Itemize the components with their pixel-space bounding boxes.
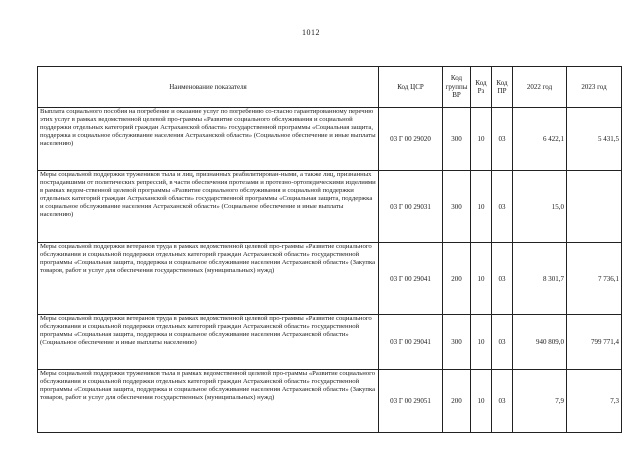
row-2023-value: 7,3 bbox=[567, 370, 622, 433]
row-name: Меры социальной поддержки тружеников тыла и лиц, признанных реабилитирован-ными, а также лиц, признанных пострадавшими от политических репрессий, в части обеспечения протезами и протезно-ортопедическими изделиями в рамках ведом-ственной целевой программы «Развитие социального обслуживания и социальной поддержки отдельных категорий граждан Астраханской области» государственной программы «Социальная защита, поддержка и социальное обслуживание населения Астраханской области» (Социальное обеспечение и иные выплаты населению) bbox=[38, 171, 379, 243]
row-pr-code: 03 bbox=[492, 108, 513, 171]
row-vr-code: 200 bbox=[443, 243, 471, 315]
row-csr-code: 03 Г 00 29041 bbox=[379, 243, 443, 315]
table-row bbox=[38, 315, 622, 370]
row-name: Меры социальной поддержки ветеранов труда в рамках ведомственной целевой про-граммы «Развитие социального обслуживания и социальной поддержки отдельных категорий граждан Астраханской области» государственной программы «Социальная защита, поддержка и социальное обслуживание населения Астраханской области» (Социальное обеспечение и иные выплаты населению) bbox=[38, 315, 379, 370]
table-row bbox=[38, 370, 622, 433]
row-rz-code: 10 bbox=[471, 370, 492, 433]
row-pr-code: 03 bbox=[492, 315, 513, 370]
header-csr: Код ЦСР bbox=[379, 67, 443, 108]
row-2022-value: 6 422,1 bbox=[513, 108, 567, 171]
row-rz-code: 10 bbox=[471, 108, 492, 171]
header-2022: 2022 год bbox=[513, 67, 567, 108]
table-row bbox=[38, 243, 622, 315]
row-2022-value: 940 809,0 bbox=[513, 315, 567, 370]
row-2022-value: 15,0 bbox=[513, 171, 567, 243]
row-pr-code: 03 bbox=[492, 370, 513, 433]
budget-table bbox=[37, 66, 622, 433]
row-csr-code: 03 Г 00 29041 bbox=[379, 315, 443, 370]
header-2023: 2023 год bbox=[567, 67, 622, 108]
page-number: 1012 bbox=[302, 28, 320, 37]
header-pr: Код ПР bbox=[492, 67, 513, 108]
row-2023-value: 7 736,1 bbox=[567, 243, 622, 315]
row-vr-code: 300 bbox=[443, 315, 471, 370]
row-2022-value: 7,9 bbox=[513, 370, 567, 433]
header-name: Наименование показателя bbox=[38, 67, 379, 108]
row-2023-value: 5 431,5 bbox=[567, 108, 622, 171]
row-pr-code: 03 bbox=[492, 171, 513, 243]
table-row bbox=[38, 108, 622, 171]
row-pr-code: 03 bbox=[492, 243, 513, 315]
row-vr-code: 200 bbox=[443, 370, 471, 433]
row-csr-code: 03 Г 00 29051 bbox=[379, 370, 443, 433]
row-csr-code: 03 Г 00 29020 bbox=[379, 108, 443, 171]
row-2023-value bbox=[567, 171, 622, 243]
row-vr-code: 300 bbox=[443, 171, 471, 243]
row-2022-value: 8 301,7 bbox=[513, 243, 567, 315]
row-rz-code: 10 bbox=[471, 243, 492, 315]
row-rz-code: 10 bbox=[471, 315, 492, 370]
row-2023-value: 799 771,4 bbox=[567, 315, 622, 370]
row-vr-code: 300 bbox=[443, 108, 471, 171]
row-name: Меры социальной поддержки тружеников тыла в рамках ведомственной целевой про-граммы «Развитие социального обслуживания и социальной поддержки отдельных категорий граждан Астраханской области» государственной программы «Социальная защита, поддержка и социальное обслуживание населения Астраханской области» (Закупка товаров, работ и услуг для обеспечения государственных (муниципальных) нужд) bbox=[38, 370, 379, 433]
table-header bbox=[38, 67, 622, 108]
table-row bbox=[38, 171, 622, 243]
header-rz: Код Рз bbox=[471, 67, 492, 108]
row-name: Выплата социального пособия на погребение и оказание услуг по погребению со-гласно гарантированному перечню этих услуг в рамках ведомственной целевой про-граммы «Развитие социального обслуживания и социальной поддержки отдельных категорий граждан Астраханской области» государственной программы «Социальная защита, поддержка и социальное обслуживание населения Астраханской области» (Социальное обеспечение и иные выплаты населению) bbox=[38, 108, 379, 171]
row-name: Меры социальной поддержки ветеранов труда в рамках ведомственной целевой про-граммы «Развитие социального обслуживания и социальной поддержки отдельных категорий граждан Астраханской области» государственной программы «Социальная защита, поддержка и социальное обслуживание населения Астраханской области» (Закупка товаров, работ и услуг для обеспечения государственных (муниципальных) нужд) bbox=[38, 243, 379, 315]
row-rz-code: 10 bbox=[471, 171, 492, 243]
table-body bbox=[38, 108, 622, 433]
header-vr: Код группы ВР bbox=[443, 67, 471, 108]
row-csr-code: 03 Г 00 29031 bbox=[379, 171, 443, 243]
